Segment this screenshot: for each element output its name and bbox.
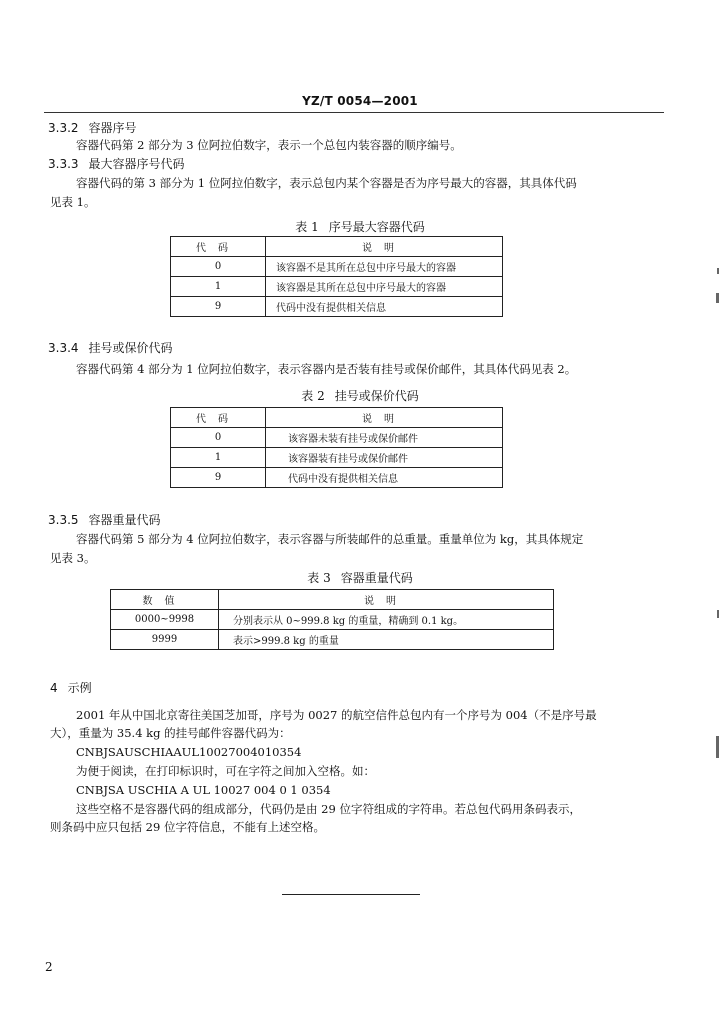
header-description: 说明 (219, 590, 554, 610)
section-title: 示例 (67, 681, 92, 695)
code-cell: 9 (171, 468, 266, 488)
code-cell: 1 (171, 277, 266, 297)
table-row (111, 630, 554, 650)
code-cell: 9 (171, 297, 266, 317)
section-title: 最大容器序号代码 (88, 157, 185, 171)
section-number: 3.3.4 (48, 341, 79, 355)
table-row (171, 297, 503, 317)
section-3-3-4-heading (48, 340, 173, 356)
header-rule (44, 112, 664, 113)
table-row (171, 257, 503, 277)
example-text-line2: 大），重量为 35.4 kg 的挂号邮件容器代码为： (50, 726, 291, 740)
section-number: 4 (50, 681, 58, 695)
description-cell: 该容器不是其所在总包中序号最大的容器 (266, 257, 503, 277)
table-row (171, 468, 503, 488)
section-title: 容器序号 (88, 121, 137, 135)
table-1-caption (0, 219, 720, 235)
table-label: 表 2 (301, 389, 325, 403)
table-row (171, 448, 503, 468)
description-cell: 代码中没有提供相关信息 (266, 297, 503, 317)
description-cell: 该容器装有挂号或保价邮件 (266, 448, 503, 468)
section-number: 3.3.5 (48, 513, 79, 527)
example-text-line1: 2001 年从中国北京寄往美国芝加哥，序号为 0027 的航空信件总包内有一个序号为 004（不是序号最 (76, 708, 597, 722)
description-cell: 表示>999.8 kg 的重量 (219, 630, 554, 650)
table-1 (170, 236, 503, 317)
description-cell: 该容器未装有挂号或保价邮件 (266, 428, 503, 448)
header-code: 代码 (171, 408, 266, 428)
table-title: 序号最大容器代码 (328, 220, 425, 234)
scan-mark (716, 293, 719, 303)
section-title: 容器重量代码 (88, 513, 161, 527)
section-3-3-2-heading (48, 120, 137, 136)
table-row (111, 610, 554, 630)
table-title: 挂号或保价代码 (334, 389, 419, 403)
example-code-2: CNBJSA USCHIA A UL 10027 004 0 1 0354 (76, 783, 331, 797)
table-header-row (171, 408, 503, 428)
example-text-line3: 为便于阅读，在打印标识时，可在字符之间加入空格。如： (76, 764, 375, 778)
table-row (171, 428, 503, 448)
section-3-3-4-text: 容器代码第 4 部分为 1 位阿拉伯数字，表示容器内是否装有挂号或保价邮件，其具体代码见表 2。 (76, 362, 577, 376)
code-cell: 0 (171, 257, 266, 277)
code-cell: 0 (171, 428, 266, 448)
table-2 (170, 407, 503, 488)
example-text-line5: 则条码中应只包括 29 位字符信息，不能有上述空格。 (50, 820, 325, 834)
scan-mark (717, 268, 719, 274)
section-3-3-3-text-line1: 容器代码的第 3 部分为 1 位阿拉伯数字，表示总包内某个容器是否为序号最大的容器，其具体代码 (76, 176, 577, 190)
section-number: 3.3.2 (48, 121, 79, 135)
table-label: 表 3 (307, 571, 331, 585)
page-number: 2 (45, 960, 53, 974)
description-cell: 该容器是其所在总包中序号最大的容器 (266, 277, 503, 297)
scan-mark (716, 736, 719, 758)
table-title: 容器重量代码 (340, 571, 413, 585)
header-value: 数值 (111, 590, 219, 610)
section-title: 挂号或保价代码 (88, 341, 173, 355)
section-3-3-3-heading (48, 156, 185, 172)
table-row (171, 277, 503, 297)
header-code: 代码 (171, 237, 266, 257)
description-cell: 分别表示从 0~999.8 kg 的重量，精确到 0.1 kg。 (219, 610, 554, 630)
value-cell: 9999 (111, 630, 219, 650)
code-cell: 1 (171, 448, 266, 468)
value-cell: 0000~9998 (111, 610, 219, 630)
section-number: 3.3.3 (48, 157, 79, 171)
table-header-row (111, 590, 554, 610)
description-cell: 代码中没有提供相关信息 (266, 468, 503, 488)
end-rule (282, 894, 420, 895)
section-3-3-5-text-line1: 容器代码第 5 部分为 4 位阿拉伯数字，表示容器与所装邮件的总重量。重量单位为 kg，其具体规定 (76, 532, 584, 546)
section-3-3-5-text-line2: 见表 3。 (50, 551, 96, 565)
section-3-3-3-text-line2: 见表 1。 (50, 195, 96, 209)
header-description: 说明 (266, 408, 503, 428)
table-2-caption (0, 388, 720, 404)
section-4-heading (50, 680, 92, 696)
standard-code-header: YZ/T 0054—2001 (302, 94, 418, 108)
table-3 (110, 589, 554, 650)
example-text-line4: 这些空格不是容器代码的组成部分，代码仍是由 29 位字符组成的字符串。若总包代码用条码表示， (76, 802, 581, 816)
scan-mark (717, 610, 719, 618)
section-3-3-2-text: 容器代码第 2 部分为 3 位阿拉伯数字，表示一个总包内装容器的顺序编号。 (76, 138, 462, 152)
header-description: 说明 (266, 237, 503, 257)
section-3-3-5-heading (48, 512, 161, 528)
table-label: 表 1 (295, 220, 319, 234)
example-code-1: CNBJSAUSCHIAAUL10027004010354 (76, 745, 302, 759)
table-3-caption (0, 570, 720, 586)
table-header-row (171, 237, 503, 257)
